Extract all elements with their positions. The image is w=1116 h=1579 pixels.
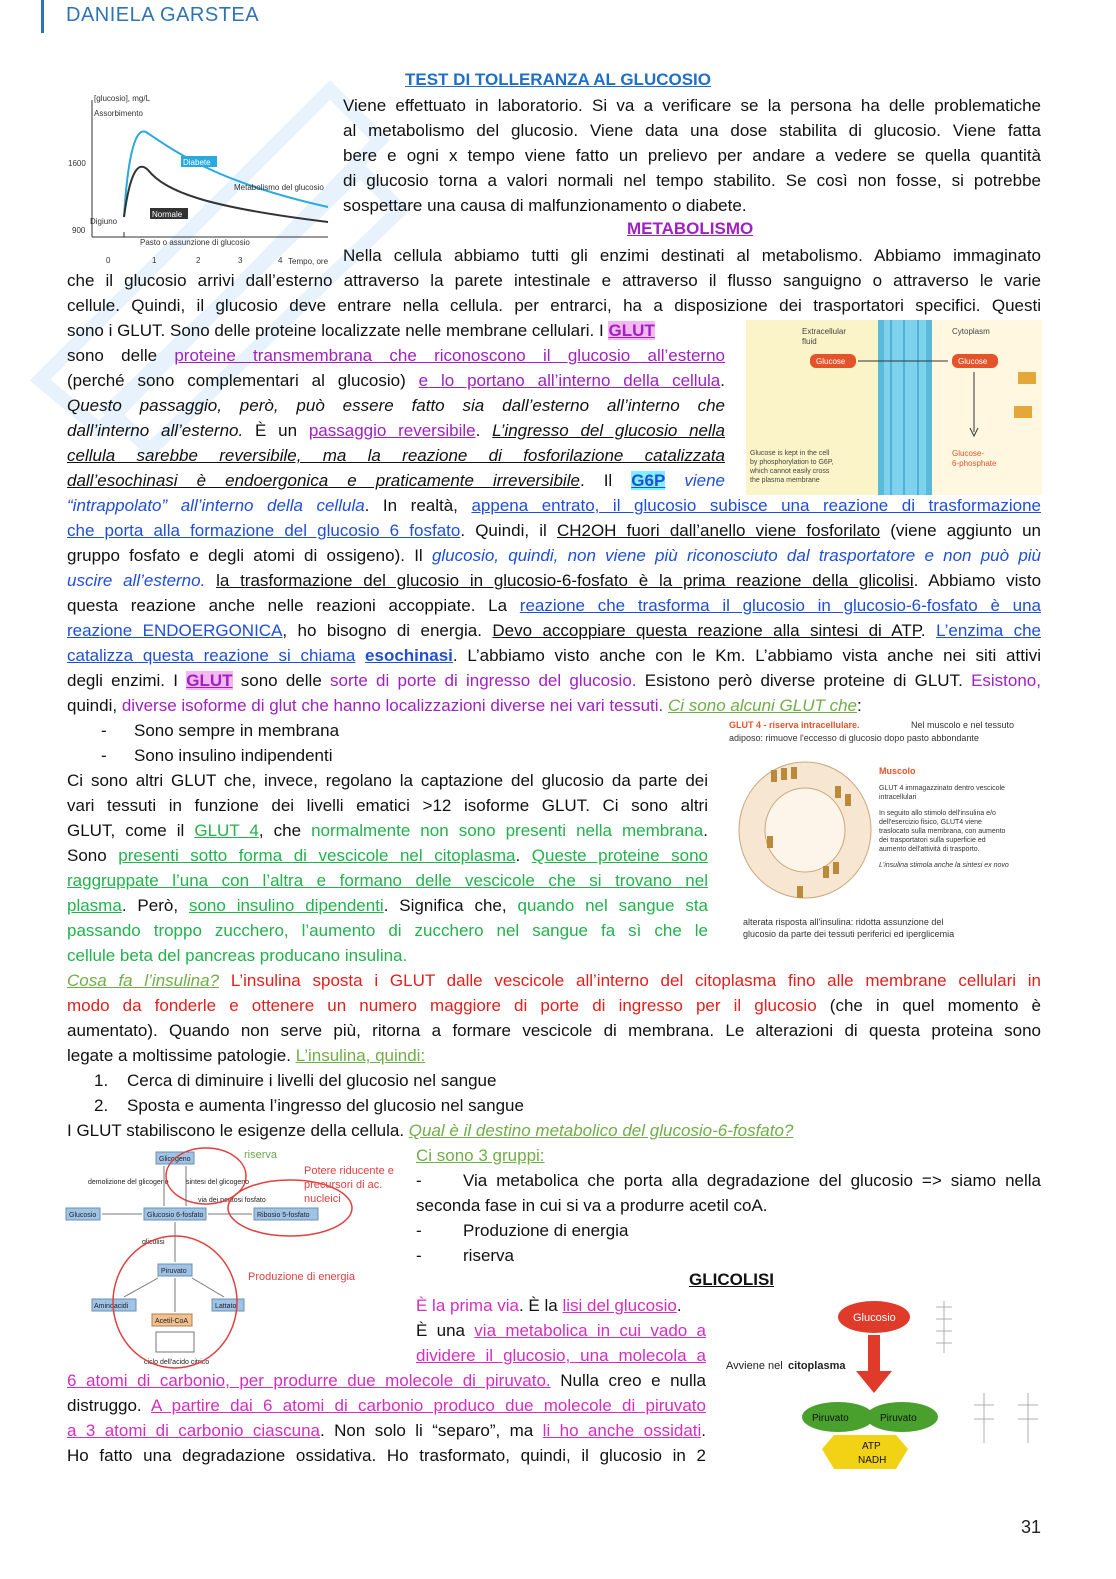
- fig4-demolizione: demolizione del glicogeno: [88, 1179, 169, 1186]
- text-m4: sono i GLUT. Sono delle proteine localizzate nelle membrane cellulari. I GLUT: [67, 321, 655, 340]
- dash-k5: -: [416, 1221, 422, 1240]
- text-m8: dall’interno all’esterno. È un passaggio reversibile. L’ingresso del glucosio nella: [67, 421, 725, 440]
- text-m17: catalizza questa reazione si chiama esochinasi. L’abbiamo visto anche con le Km. L’abbiamo vista anche nei siti attivi: [67, 646, 1041, 665]
- fig3-title: GLUT 4 - riserva intracellulare.: [729, 720, 860, 730]
- text-l4: di glucosio torna a valori normali nel tempo stabilito. Se così non fosse, si potrebbe: [343, 171, 1041, 190]
- fig4-glucosio: Glucosio: [69, 1212, 97, 1219]
- text-g1: Ci sono altri GLUT che, invece, regolano la captazione del glucosio da parte dei: [67, 771, 708, 790]
- text-l1: Viene effettuato in laboratorio. Si va a verificare se la persona ha delle problematiche: [343, 96, 1041, 115]
- fig3-title-line2: adiposo: rimuove l'eccesso di glucosio dopo pasto abbondante: [729, 733, 979, 743]
- numlist-2-num: 2.: [94, 1096, 109, 1115]
- text-m18: degli enzimi. I GLUT sono delle sorte di porte di ingresso del glucosio. Esistono però diverse proteine di GLUT. Esistono,: [67, 671, 1041, 690]
- section-title-tolleranza: TEST DI TOLLERANZA AL GLUCOSIO: [405, 70, 711, 89]
- fig1-xtick-3: 3: [238, 256, 243, 265]
- section-title-glicolisi: GLICOLISI: [689, 1270, 774, 1289]
- bullet-1: Sono sempre in membrana: [134, 721, 340, 740]
- numlist-1-num: 1.: [94, 1071, 109, 1090]
- page-number: 31: [1021, 1517, 1042, 1537]
- text-m19: quindi, diverse isoforme di glut che hanno localizzazioni diverse nei vari tessuti. Ci sono alcuni GLUT che:: [67, 696, 862, 715]
- fig2-glucose6p-1: Glucose-: [952, 449, 985, 458]
- bullet-2-dash: -: [101, 746, 107, 765]
- glucose-transport-figure: [746, 320, 1042, 495]
- text-p1: È la prima via. È la lisi del glucosio.: [416, 1296, 682, 1315]
- fig2-glucose6p-2: 6-phosphate: [952, 459, 997, 468]
- text-m6: (perché sono complementari al glucosio) e lo portano all’interno della cellula.: [67, 371, 725, 390]
- text-l2: al metabolismo del glucosio. Viene data una dose stabilita di glucosio. Viene fatta: [343, 121, 1041, 140]
- fig1-digiuno: Digiuno: [90, 217, 118, 226]
- text-p7: Ho fatto una degradazione ossidativa. Ho trasformato, quindi, il glucosio in 2: [67, 1446, 706, 1465]
- fig4-ribosio: Ribosio 5-fosfato: [257, 1212, 310, 1219]
- fig3-desc5: traslocato sulla membrana, con aumento: [879, 828, 1006, 835]
- bullet-2: Sono insulino indipendenti: [134, 746, 333, 765]
- fig3-desc4: dell'esercizio fisico, GLUT4 viene: [879, 819, 982, 826]
- text-m14: uscire all’esterno. la trasformazione del glucosio in glucosio-6-fosfato è la prima reazione della glicolisi. Abbiamo visto: [67, 571, 1042, 590]
- numlist-1: Cerca di diminuire i livelli del glucosio nel sangue: [127, 1071, 497, 1090]
- text-p6: a 3 atomi di carbonio ciascuna. Non solo li “separo”, ma li ho anche ossidati.: [67, 1421, 707, 1440]
- text-h2: modo da fonderle e ottenere un numero maggiore di porte di ingresso per il glucosio (che in quel momento è: [67, 996, 1042, 1015]
- dash-k3: -: [416, 1171, 422, 1190]
- fig4-pentosi: via dei pentosi fosfato: [198, 1197, 266, 1204]
- text-k3: Via metabolica che porta alla degradazione del glucosio => siamo nella: [463, 1171, 1041, 1190]
- fig1-xtick-0: 0: [106, 256, 111, 265]
- fig1-xtick-2: 2: [196, 256, 201, 265]
- fig3-muscolo: Muscolo: [879, 766, 916, 776]
- fig1-x-label: Tempo, ore: [288, 257, 329, 266]
- fig3-footer2: glucosio da parte dei tessuti periferici ed iperglicemia: [743, 929, 955, 939]
- fig3-desc7: aumento dell'attività di trasporto.: [879, 846, 980, 853]
- fig3-desc2: intracellulari: [879, 794, 917, 801]
- fig1-diabete: Diabete: [183, 158, 211, 167]
- fig2-extracellular: Extracellular: [802, 327, 847, 336]
- fig4-acetilcoa: Acetil-CoA: [155, 1318, 189, 1325]
- text-h4: legate a moltissime patologie. L’insulina, quindi:: [67, 1046, 426, 1065]
- text-g4: Sono presenti sotto forma di vescicole nel citoplasma. Queste proteine sono: [67, 846, 708, 865]
- text-m7: Questo passaggio, però, può essere fatto sia dall’esterno all’interno che: [67, 396, 725, 415]
- fig5-piruvato2: Piruvato: [880, 1413, 917, 1424]
- fig2-caption2: by phosphorylation to G6P,: [750, 459, 834, 466]
- text-g2: vari tessuti in funzione dei livelli ematici >12 isoforme GLUT. Ci sono altri: [67, 796, 708, 815]
- fig5-atp: ATP: [862, 1441, 881, 1452]
- fig1-y1600: 1600: [68, 159, 86, 168]
- text-k6: riserva: [463, 1246, 515, 1265]
- fig4-potere1: Potere riducente e: [304, 1165, 394, 1177]
- fig5-citoplasma: citoplasma: [788, 1360, 846, 1372]
- fig5-glucosio: Glucosio: [853, 1312, 896, 1324]
- fig3-title-rest: Nel muscolo e nel tessuto: [911, 720, 1015, 730]
- text-k2: Ci sono 3 gruppi:: [416, 1146, 545, 1165]
- text-m11: “intrappolato” all’interno della cellula. In realtà, appena entrato, il glucosio subisce una reazione di trasformazione: [67, 496, 1041, 515]
- fig4-glicogeno: Glicogeno: [159, 1156, 191, 1163]
- text-g8: cellule beta del pancreas producano insulina.: [67, 946, 408, 965]
- fig4-riserva: riserva: [244, 1149, 278, 1161]
- text-p2: È una via metabolica in cui vado a: [416, 1321, 706, 1340]
- text-k4: seconda fase in cui si va a produrre acetil coA.: [416, 1196, 768, 1215]
- glut4-figure: [727, 716, 1043, 942]
- fig1-y-sub: Assorbimento: [94, 109, 143, 118]
- fig4-aminoacidi: Aminoacidi: [94, 1303, 129, 1310]
- text-m12: che porta alla formazione del glucosio 6 fosfato. Quindi, il CH2OH fuori dall’anello viene fosforilato (viene aggiunto un: [67, 521, 1041, 540]
- fig3-desc1: GLUT 4 immagazzinato dentro vescicole: [879, 785, 1005, 792]
- text-m15: questa reazione anche nelle reazioni accoppiate. La reazione che trasforma il glucosio in glucosio-6-fosfato è una: [67, 596, 1041, 615]
- fig2-fluid: fluid: [802, 337, 817, 346]
- fig3-footer1: alterata risposta all'insulina: ridotta assunzione del: [743, 917, 944, 927]
- text-m1: Nella cellula abbiamo tutti gli enzimi destinati al metabolismo. Abbiamo immaginato: [343, 246, 1041, 265]
- fig4-produzione: Produzione di energia: [248, 1271, 356, 1283]
- fig1-y900: 900: [72, 226, 86, 235]
- text-g7: passando troppo zucchero, l’aumento di zucchero nel sangue fa sì che le: [67, 921, 708, 940]
- dash-k6: -: [416, 1246, 422, 1265]
- text-l3: bere e ogni x tempo viene fatto un prelievo per andare a vedere se quella quantità: [343, 146, 1041, 165]
- glucose-tolerance-figure: [66, 92, 334, 268]
- g6p-fates-figure: [64, 1144, 408, 1370]
- text-m9: cellula sarebbe reversibile, ma la reazione di fosforilazione catalizzata: [67, 446, 725, 465]
- fig1-pasto: Pasto o assunzione di glucosio: [140, 238, 250, 247]
- text-k5: Produzione di energia: [463, 1221, 629, 1240]
- fig2-glucose2: Glucose: [958, 357, 988, 366]
- fig1-normale: Normale: [152, 210, 183, 219]
- fig5-avviene: Avviene nel: [726, 1360, 783, 1372]
- text-p3: dividere il glucosio, una molecola a: [416, 1346, 706, 1365]
- fig4-potere3: nucleici: [304, 1193, 341, 1205]
- fig1-xtick-1: 1: [152, 256, 157, 265]
- fig4-potere2: precursori di ac.: [304, 1179, 383, 1191]
- text-g3: GLUT, come il GLUT 4, che normalmente non sono presenti nella membrana.: [67, 821, 708, 840]
- fig2-caption3: which cannot easily cross: [750, 468, 830, 475]
- fig4-sintesi: sintesi del glicogeno: [186, 1179, 250, 1186]
- fig3-desc3: In seguito allo stimolo dell'insulina e/o: [879, 810, 996, 817]
- fig5-nadh: NADH: [858, 1455, 887, 1466]
- text-m13: gruppo fosfato e degli atomi di ossigeno). Il glucosio, quindi, non viene più riconosciuto dal trasportatore e non può più: [67, 546, 1041, 565]
- fig4-g6p: Glucosio 6-fosfato: [147, 1212, 204, 1219]
- header-accent-bar: [41, 0, 44, 33]
- fig2-glucose1: Glucose: [816, 357, 846, 366]
- text-p4: 6 atomi di carbonio, per produrre due molecole di piruvato. Nulla creo e nulla: [67, 1371, 707, 1390]
- numlist-2: Sposta e aumenta l’ingresso del glucosio nel sangue: [127, 1096, 524, 1115]
- fig2-caption1: Glucose is kept in the cell: [750, 450, 830, 457]
- text-m3: cellule. Quindi, il glucosio deve entrare nella cellula. per entrarci, ha a disposizione dei trasportatori specifici. Questi: [67, 296, 1041, 315]
- fig3-desc8: L'insulina stimola anche la sintesi ex novo: [879, 862, 1009, 869]
- text-h1: Cosa fa l’insulina? L’insulina sposta i GLUT dalle vescicole all’interno del citoplasma fino alle membrane cellulari in: [67, 971, 1042, 990]
- text-l5: sospettare una causa di malfunzionamento o diabete.: [343, 196, 747, 215]
- text-m2: che il glucosio arrivi dall’esterno attraverso la parete intestinale e attraverso il flusso sanguigno o attraverso le varie: [67, 271, 1041, 290]
- text-m16: reazione ENDOERGONICA, ho bisogno di energia. Devo accoppiare questa reazione alla sintesi di ATP. L’enzima che: [67, 621, 1041, 640]
- text-m10: dall’esochinasi è endoergonica e praticamente irreversibile. Il G6P viene: [67, 471, 726, 490]
- text-k1: I GLUT stabiliscono le esigenze della cellula. Qual è il destino metabolico del glucosio-6-fosfato?: [67, 1121, 794, 1140]
- fig4-ciclo: ciclo dell'acido citrico: [144, 1359, 210, 1366]
- fig1-xtick-4: 4: [278, 256, 283, 265]
- fig1-metab: Metabolismo del glucosio: [234, 183, 324, 192]
- text-g6: plasma. Però, sono insulino dipendenti. Significa che, quando nel sangue sta: [67, 896, 708, 915]
- text-p5: distruggo. A partire dai 6 atomi di carbonio produco due molecole di piruvato: [67, 1396, 706, 1415]
- fig3-desc6: dei trasportatori sulla superficie ed: [879, 837, 986, 844]
- header-author: DANIELA GARSTEA: [66, 4, 260, 26]
- fig4-glicolisi: glicolisi: [142, 1239, 165, 1246]
- fig2-caption4: the plasma membrane: [750, 477, 820, 484]
- section-title-metabolismo: METABOLISMO: [627, 219, 754, 238]
- text-m5: sono delle proteine transmembrana che riconoscono il glucosio all’esterno: [67, 346, 725, 365]
- fig5-piruvato1: Piruvato: [812, 1413, 849, 1424]
- fig1-y-label: [glucosio], mg/L: [94, 94, 151, 103]
- bullet-1-dash: -: [101, 721, 107, 740]
- fig4-lattato: Lattato: [215, 1303, 237, 1310]
- fig4-piruvato: Piruvato: [161, 1268, 187, 1275]
- text-h3: aumentato). Quando non serve più, ritorna a formare vescicole di membrana. Le alterazioni di questa proteina sono: [67, 1021, 1041, 1040]
- fig2-cytoplasm: Cytoplasm: [952, 327, 990, 336]
- glycolysis-figure: [722, 1293, 1044, 1473]
- text-g5: raggruppate l’una con l’altra e formano delle vescicole che si trovano nel: [67, 871, 708, 890]
